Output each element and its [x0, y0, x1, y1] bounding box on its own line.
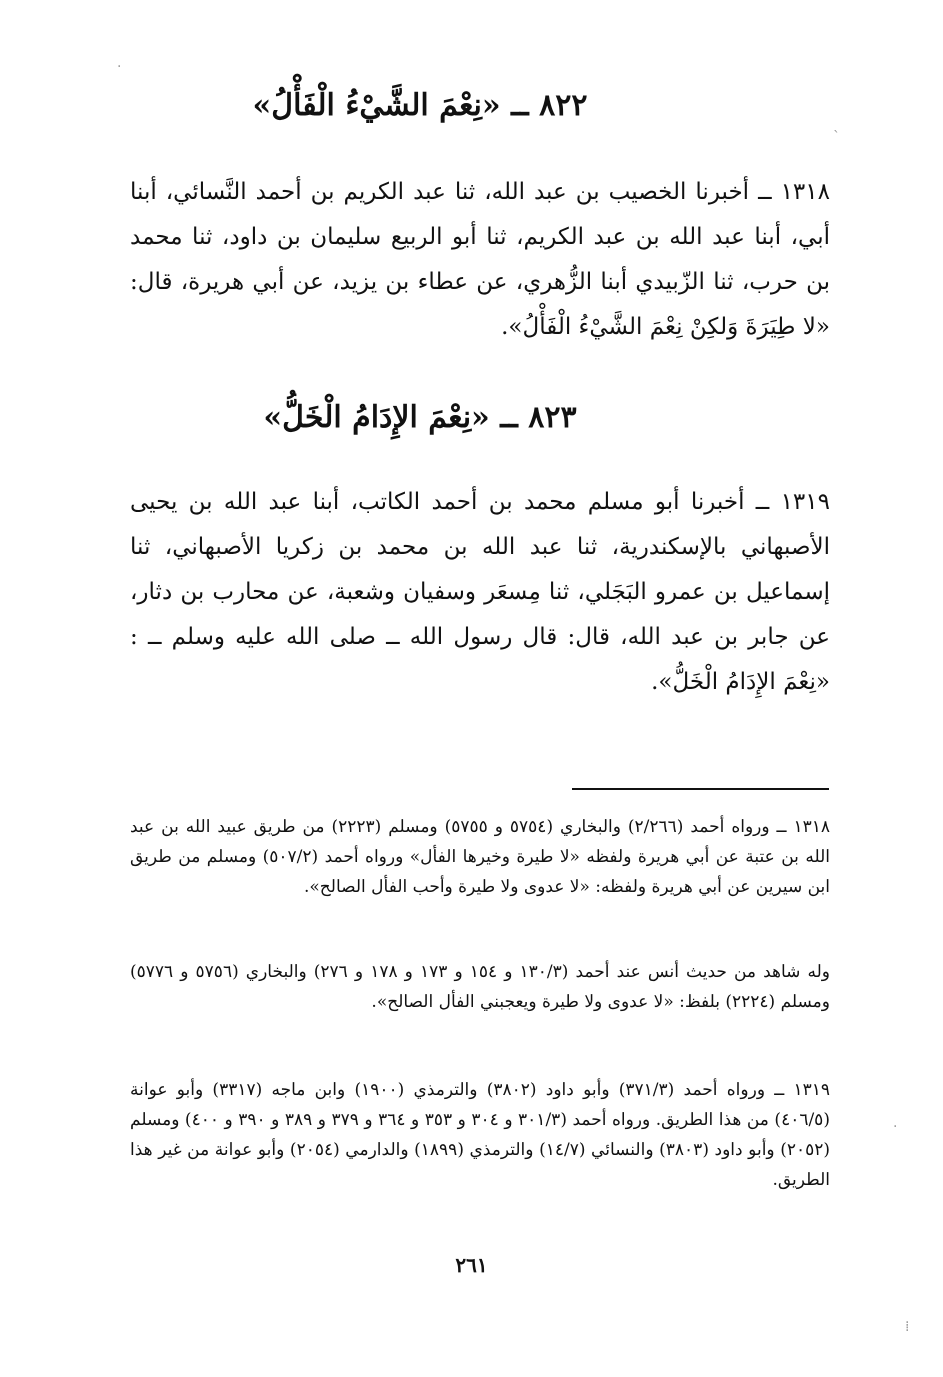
footnote-1318: ١٣١٨ ــ ورواه أحمد (٢/٢٦٦) والبخاري (٥٧٥٤ و ٥٧٥٥) ومسلم (٢٢٢٣) من طريق عبيد الله بن عبد الله بن عتبة عن أبي هريرة ولفظه «لا طيرة وخيرها الفأل» ورواه أحمد (٥٠٧/٢) ومسلم من طريق ابن سيرين عن أبي هريرة ولفظه: «لا عدوى ولا طيرة وأحب الفأل الصالح».: [130, 817, 830, 897]
footnote-separator: [572, 788, 829, 790]
page-number: ٢٦١: [455, 1253, 488, 1277]
chapter-heading-822: ٨٢٢ ــ «نِعْمَ الشَّيْءُ الْفَأْلُ»: [252, 88, 588, 123]
footnote-1319: ١٣١٩ ــ ورواه أحمد (٣٧١/٣) وأبو داود (٣٨٠٢) والترمذي (١٩٠٠) وابن ماجه (٣٣١٧) وأبو عوانة (٤٠٦/٥) من هذا الطريق. ورواه أحمد (٣٠١/٣ و ٣٠٤ و ٣٥٣ و ٣٦٤ و ٣٧٩ و ٣٨٩ و ٣٩٠ و ٤٠٠) ومسلم (٢٠٥٢) وأبو داود (٣٨٠٣) والنسائي (١٤/٧) والترمذي (١٨٩٩) والدارمي (٢٠٥٤) وأبو عوانة من غير هذا الطريق.: [130, 1080, 831, 1190]
hadith-1319-text: ١٣١٩ ــ أخبرنا أبو مسلم محمد بن أحمد الكاتب، أبنا عبد الله بن يحيى الأصبهاني بالإسكندرية، ثنا عبد الله بن محمد بن زكريا الأصبهاني، ثنا إسماعيل بن عمرو البَجَلي، ثنا مِسعَر وسفيان وشعبة، عن محارب بن دثار، عن جابر بن عبد الله، قال: قال رسول الله ــ صلى الله عليه وسلم ــ : «نِعْمَ الإِدَامُ الْخَلُّ».: [130, 489, 830, 695]
chapter-heading-823: ٨٢٣ ــ «نِعْمَ الإِدَامُ الْخَلُّ»: [263, 400, 577, 435]
footnote-shahid-anas: وله شاهد من حديث أنس عند أحمد (١٣٠/٣ و ١٥٤ و ١٧٣ و ١٧٨ و ٢٧٦) والبخاري (٥٧٥٦ و ٥٧٧٦) ومسلم (٢٢٢٤) بلفظ: «لا عدوى ولا طيرة ويعجبني الفأل الصالح».: [130, 962, 830, 1012]
scan-speck: ˎ: [833, 117, 840, 133]
hadith-1318-text: ١٣١٨ ــ أخبرنا الخصيب بن عبد الله، ثنا عبد الكريم بن أحمد النَّسائي، أبنا أبي، أبنا عبد الله بن عبد الكريم، ثنا أبو الربيع سليمان بن داود، ثنا محمد بن حرب، ثنا الزّبيدي أبنا الزُّهري، عن عطاء بن يزيد، عن أبي هريرة، قال: «لا طِيَرَةَ وَلكِنْ نِعْمَ الشَّيْءُ الْفَأْلُ».: [130, 179, 830, 340]
scan-speck: ⁞: [905, 1319, 910, 1335]
scan-speck: ·: [893, 1119, 898, 1135]
scan-speck: ·: [117, 59, 122, 75]
